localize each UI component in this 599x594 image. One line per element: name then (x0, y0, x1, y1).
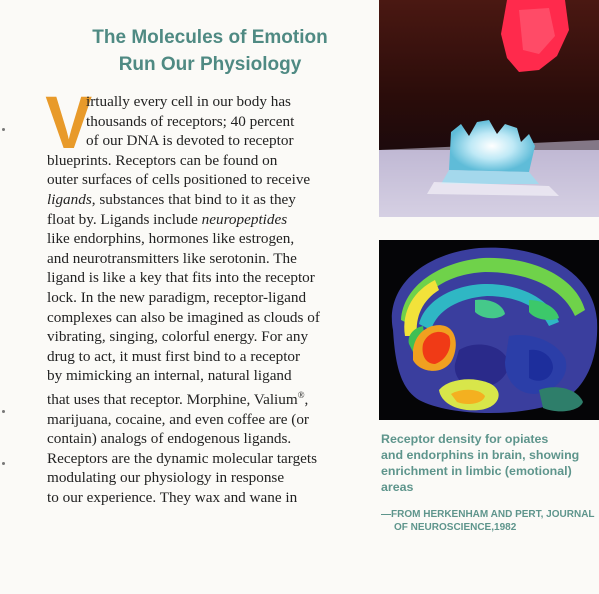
body-line (47, 210, 367, 230)
body-line: of our DNA is devoted to receptor (86, 132, 294, 150)
receptor-render-graphic (379, 0, 599, 217)
body-line: modulating our physiology in response (47, 469, 285, 487)
body-line: by mimicking an internal, natural ligand (47, 367, 292, 385)
margin-speck (2, 128, 5, 131)
drop-cap-letter: V (45, 81, 93, 164)
body-line: like endorphins, hormones like estrogen, (47, 230, 295, 248)
body-line: lock. In the new paradigm, receptor-ligand (47, 288, 307, 306)
receptor-render-image (379, 0, 599, 217)
body-line: blueprints. Receptors can be found on (47, 151, 278, 169)
caption-line: Receptor density for opiates (381, 432, 549, 446)
caption-line: and endorphins in brain, showing (381, 448, 580, 462)
body-line: irtually every cell in our body has (86, 93, 291, 110)
italic-term-ligands: ligands (47, 190, 92, 208)
brain-scan-graphic (379, 240, 599, 420)
credit-line: —FROM HERKENHAM AND PERT, JOURNAL (381, 509, 595, 520)
margin-speck (2, 462, 5, 465)
registered-mark: ® (297, 389, 305, 400)
body-line: ligand is like a key that fits into the receptor (47, 269, 315, 287)
brain-scan-image (379, 240, 599, 420)
body-line-start: that uses that receptor. Morphine, Valium (47, 390, 298, 408)
body-line: Receptors are the dynamic molecular targets (47, 449, 318, 467)
body-line: thousands of receptors; 40 percent (86, 112, 295, 130)
body-line (47, 190, 367, 210)
article-body (47, 92, 367, 508)
body-line-rest: , substances that bind to it as they (91, 190, 296, 208)
caption-line: areas (381, 480, 414, 494)
title-line-2: Run Our Physiology (118, 54, 302, 75)
body-line: drug to act, it must first bind to a receptor (47, 347, 301, 365)
body-line: to our experience. They wax and wane in (47, 488, 298, 506)
figure-caption (381, 431, 591, 495)
body-line: contain) analogs of endogenous ligands. (47, 430, 292, 448)
body-line: complexes can also be imagined as clouds of (47, 308, 320, 326)
body-line: vibrating, singing, colorful energy. For any (47, 328, 309, 346)
body-line (47, 386, 367, 410)
body-line: marijuana, cocaine, and even coffee are (or (47, 410, 309, 428)
credit-line: OF NEUROSCIENCE,1982 (394, 522, 517, 533)
body-line: outer surfaces of cells positioned to receive (47, 171, 311, 189)
caption-line: enrichment in limbic (emotional) (381, 464, 572, 478)
italic-term-neuropeptides: neuropeptides (201, 210, 288, 228)
margin-speck (2, 410, 5, 413)
body-line-start: float by. Ligands include (47, 210, 202, 228)
title-line-1: The Molecules of Emotion (92, 27, 328, 48)
comma: , (304, 390, 309, 408)
body-line: and neurotransmitters like serotonin. The (47, 249, 297, 267)
figure-credit (381, 508, 596, 534)
article-title (60, 24, 360, 78)
